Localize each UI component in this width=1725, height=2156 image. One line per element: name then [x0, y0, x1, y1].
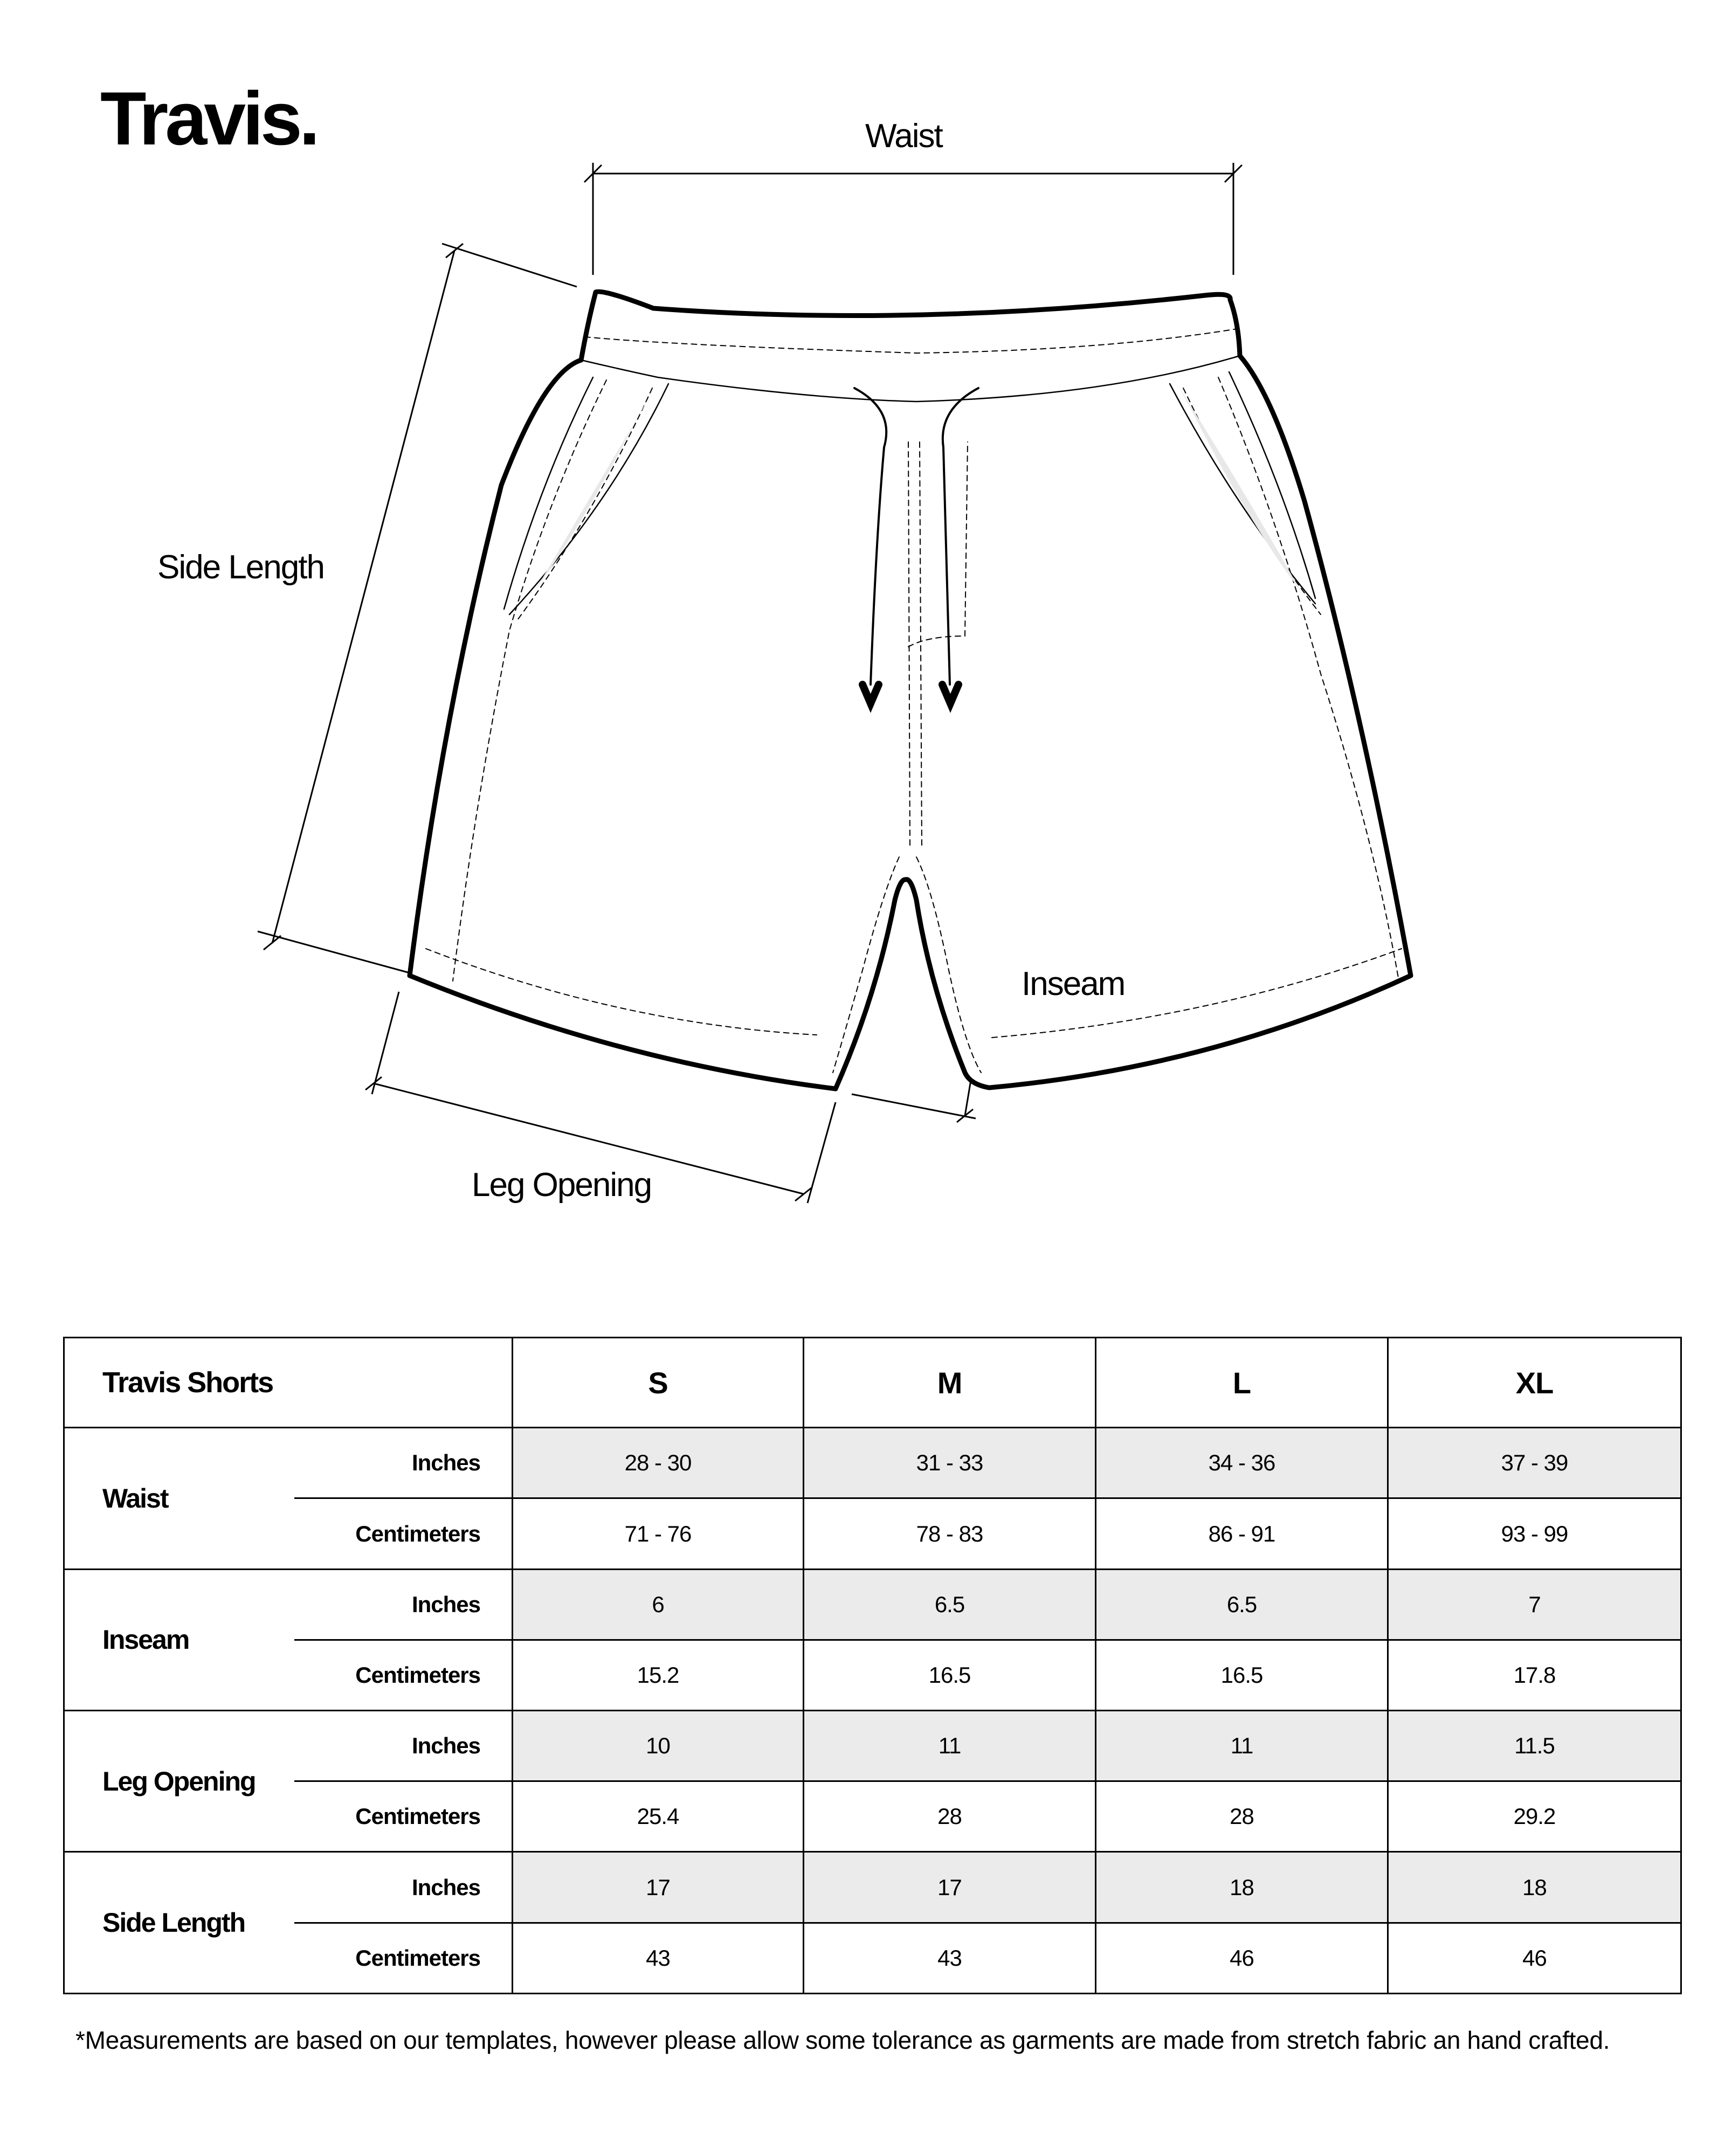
table-cell: 7 [1388, 1569, 1681, 1640]
table-cell: 71 - 76 [513, 1498, 804, 1569]
waist-label: Waist [865, 118, 942, 155]
shorts-outline [410, 292, 1411, 1089]
waist-dimension-line [584, 163, 1242, 275]
table-cell: 25.4 [513, 1781, 804, 1852]
table-cell: 16.5 [1096, 1640, 1388, 1710]
unit-label-inches: Inches [294, 1428, 513, 1498]
table-cell: 28 [804, 1781, 1096, 1852]
table-cell: 6.5 [804, 1569, 1096, 1640]
table-row [64, 1923, 1681, 1993]
unit-label-inches: Inches [294, 1852, 513, 1923]
unit-label-centimeters: Centimeters [355, 1803, 481, 1829]
table-row [64, 1428, 1681, 1498]
table-cell: 31 - 33 [804, 1428, 1096, 1498]
table-cell: 46 [1388, 1923, 1681, 1993]
size-header-l: L [1096, 1338, 1388, 1428]
table-cell: 15.2 [513, 1640, 804, 1710]
table-row [64, 1852, 1681, 1923]
table-row [64, 1781, 1681, 1852]
table-cell: 11 [804, 1711, 1096, 1781]
table-cell: 86 - 91 [1096, 1498, 1388, 1569]
unit-label-inches: Inches [294, 1569, 513, 1640]
table-cell: 18 [1388, 1852, 1681, 1923]
brand-logo: Travis. [100, 76, 317, 161]
table-cell: 46 [1096, 1923, 1388, 1993]
table-row [64, 1498, 1681, 1569]
inseam-label: Inseam [1022, 965, 1125, 1003]
table-cell: 17 [804, 1852, 1096, 1923]
measurement-name-leg-opening: Leg Opening [64, 1711, 294, 1852]
table-cell: 78 - 83 [804, 1498, 1096, 1569]
table-row [64, 1640, 1681, 1710]
table-cell: 11 [1096, 1711, 1388, 1781]
unit-label-centimeters: Centimeters [355, 1945, 481, 1971]
table-row [64, 1711, 1681, 1781]
table-cell: 18 [1096, 1852, 1388, 1923]
table-cell: 10 [513, 1711, 804, 1781]
table-cell: 37 - 39 [1388, 1428, 1681, 1498]
table-cell: 17.8 [1388, 1640, 1681, 1710]
measurement-name-side-length: Side Length [64, 1852, 294, 1994]
size-header-m: M [804, 1338, 1096, 1428]
size-header-xl: XL [1388, 1338, 1681, 1428]
table-cell: 28 [1096, 1781, 1388, 1852]
measurement-name-inseam: Inseam [64, 1569, 294, 1710]
table-cell: 16.5 [804, 1640, 1096, 1710]
table-cell: 43 [513, 1923, 804, 1993]
table-cell: 43 [804, 1923, 1096, 1993]
table-row [64, 1569, 1681, 1640]
table-cell: 29.2 [1388, 1781, 1681, 1852]
size-header-s: S [513, 1338, 804, 1428]
table-title: Travis Shorts [64, 1338, 513, 1428]
unit-label-inches: Inches [294, 1711, 513, 1781]
table-cell: 93 - 99 [1388, 1498, 1681, 1569]
table-cell: 11.5 [1388, 1711, 1681, 1781]
table-cell: 6.5 [1096, 1569, 1388, 1640]
table-cell: 6 [513, 1569, 804, 1640]
measurement-name-waist: Waist [64, 1428, 294, 1569]
table-cell: 28 - 30 [513, 1428, 804, 1498]
side-length-label: Side Length [157, 549, 324, 586]
size-chart-table [63, 1337, 1682, 1994]
measurement-footnote: *Measurements are based on our templates, however please allow some tolerance as garments are made from stretch fabric an hand crafted. [75, 2026, 1610, 2054]
unit-label-centimeters: Centimeters [355, 1521, 481, 1546]
table-cell: 34 - 36 [1096, 1428, 1388, 1498]
size-header-row [64, 1338, 1681, 1428]
table-cell: 17 [513, 1852, 804, 1923]
unit-label-centimeters: Centimeters [355, 1662, 481, 1688]
leg-opening-label: Leg Opening [472, 1166, 652, 1204]
